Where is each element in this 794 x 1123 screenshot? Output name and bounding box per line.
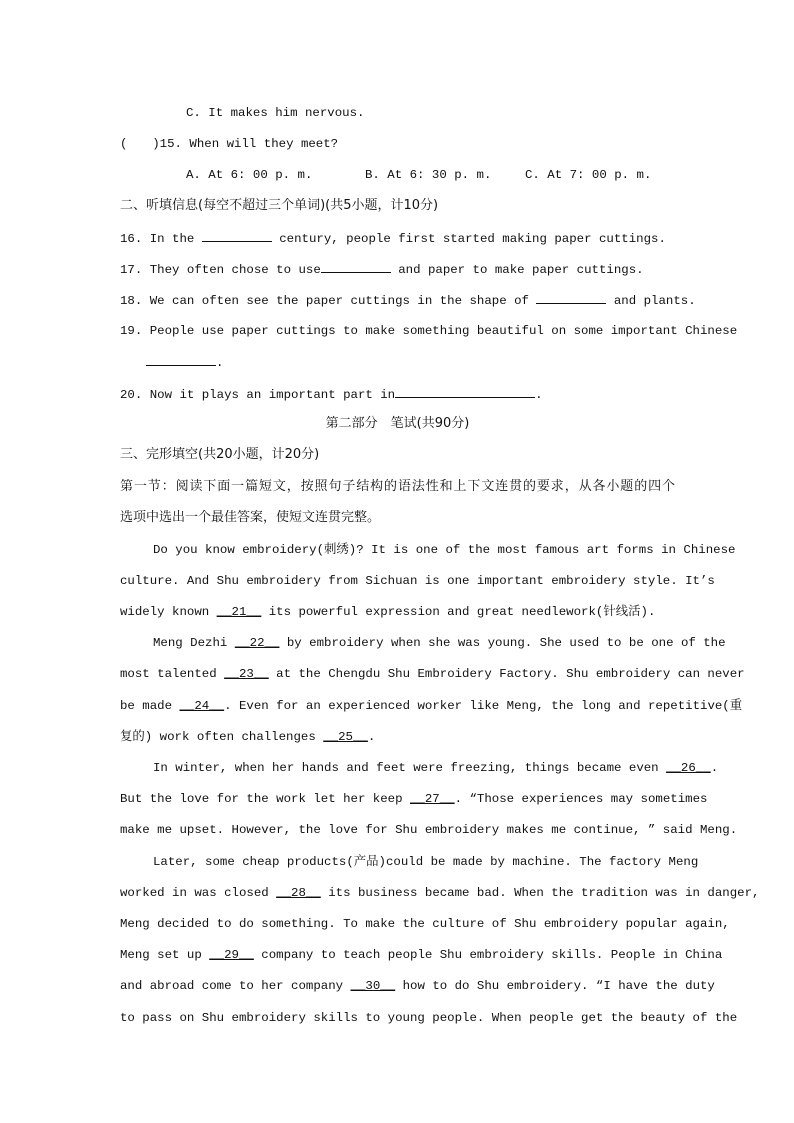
- q19-text-b: .: [216, 356, 224, 370]
- text: at the Chengdu Shu Embroidery Factory. Shu embroidery can never: [268, 667, 745, 681]
- text: its powerful expression and great needlework(针线活).: [261, 605, 656, 619]
- q17-text-b: and paper to make paper cuttings.: [390, 263, 644, 277]
- blank-27[interactable]: __27__: [410, 792, 455, 806]
- passage-p4-line5: [120, 976, 715, 996]
- q16-blank[interactable]: [202, 228, 272, 242]
- part2-title: 第二部分 笔试(共90分): [325, 416, 470, 431]
- text: company to teach people Shu embroidery skills. People in China: [253, 948, 723, 962]
- blank-23[interactable]: __23__: [224, 667, 269, 681]
- q15-option-c: C. At 7: 00 p. m.: [525, 168, 652, 182]
- text: Meng set up: [120, 948, 210, 962]
- answer-paren: ( )15.: [120, 137, 182, 151]
- q17-line: [120, 259, 675, 280]
- text: Meng Dezhi: [153, 636, 235, 650]
- passage-p3-line2: [120, 789, 708, 809]
- q15-line: [120, 134, 675, 154]
- q15-option-b: B. At 6: 30 p. m.: [365, 168, 492, 182]
- q19-line1: 19. People use paper cuttings to make something beautiful on some important Chinese: [120, 324, 738, 338]
- blank-29[interactable]: __29__: [209, 948, 254, 962]
- text: be made: [120, 699, 180, 713]
- q17-blank[interactable]: [321, 259, 391, 273]
- passage-p2-line1: [153, 633, 726, 653]
- q17-text-a: 17. They often chose to use: [120, 263, 321, 277]
- cloze-instruction-line1: 第一节：阅读下面一篇短文，按照句子结构的语法性和上下文连贯的要求，从各小题的四个: [120, 479, 675, 494]
- text: 复的) work often challenges: [120, 730, 324, 744]
- cloze-heading: 三、完形填空(共20小题，计20分): [120, 447, 320, 462]
- passage-p2-line2: [120, 664, 745, 684]
- blank-25[interactable]: __25__: [323, 730, 368, 744]
- text: by embroidery when she was young. She used to be one of the: [279, 636, 726, 650]
- blank-28[interactable]: __28__: [276, 886, 321, 900]
- q20-blank[interactable]: [395, 384, 535, 398]
- text: widely known: [120, 605, 217, 619]
- passage-p4-line1: Later, some cheap products(产品)could be made by machine. The factory Meng: [153, 855, 699, 869]
- q15-question: When will they meet?: [189, 137, 339, 151]
- q20-text-a: 20. Now it plays an important part in: [120, 388, 396, 402]
- passage-p4-line2: [120, 883, 760, 903]
- q16-text-a: 16. In the: [120, 232, 202, 246]
- text: and abroad come to her company: [120, 979, 351, 993]
- passage-p3-line1: [153, 758, 719, 778]
- q19-blank[interactable]: [146, 352, 216, 366]
- fill-section-heading: 二、听填信息(每空不超过三个单词)(共5小题，计10分): [120, 198, 439, 213]
- blank-21[interactable]: __21__: [216, 605, 262, 619]
- passage-p4-line4: [120, 945, 723, 965]
- text: how to do Shu embroidery. “I have the duty: [395, 979, 715, 993]
- q20-line: [120, 384, 675, 405]
- q18-blank[interactable]: [536, 290, 606, 304]
- passage-p1-line3: [120, 602, 675, 622]
- passage-p2-line4: [120, 727, 675, 747]
- q15-option-a: A. At 6: 00 p. m.: [186, 168, 313, 182]
- text: most talented: [120, 667, 225, 681]
- passage-p2-line3: [120, 696, 743, 716]
- text: its business became bad. When the tradition was in danger,: [320, 886, 760, 900]
- q18-line: [120, 290, 696, 311]
- text: In winter, when her hands and feet were freezing, things became even: [153, 761, 667, 775]
- q19-line2: [146, 352, 701, 373]
- passage-p1-line2: culture. And Shu embroidery from Sichuan is one important embroidery style. It’s: [120, 574, 715, 588]
- passage-p1-line1: Do you know embroidery(刺绣)? It is one of the most famous art forms in Chinese: [153, 543, 736, 557]
- q18-text-a: 18. We can often see the paper cuttings in the shape of: [120, 294, 537, 308]
- passage-p4-line6: to pass on Shu embroidery skills to young people. When people get the beauty of the: [120, 1011, 738, 1025]
- blank-22[interactable]: __22__: [234, 636, 280, 650]
- passage-p4-line3: Meng decided to do something. To make the culture of Shu embroidery popular again,: [120, 917, 730, 931]
- text: . “Those experiences may sometimes: [454, 792, 708, 806]
- text: worked in was closed: [120, 886, 277, 900]
- blank-24[interactable]: __24__: [179, 699, 225, 713]
- text: But the love for the work let her keep: [120, 792, 410, 806]
- text: .: [710, 761, 719, 775]
- blank-26[interactable]: __26__: [666, 761, 711, 775]
- q16-text-b: century, people first started making paper cuttings.: [271, 232, 666, 246]
- cloze-instruction-line2: 选项中选出一个最佳答案，使短文连贯完整。: [120, 510, 381, 525]
- text: .: [367, 730, 376, 744]
- q16-line: [120, 228, 675, 249]
- q20-text-b: .: [535, 388, 543, 402]
- q18-text-b: and plants.: [606, 294, 696, 308]
- q14-option-c: C. It makes him nervous.: [186, 106, 365, 120]
- passage-p3-line3: make me upset. However, the love for Shu embroidery makes me continue, ” said Meng.: [120, 823, 738, 837]
- text: . Even for an experienced worker like Meng, the long and repetitive(重: [224, 699, 743, 713]
- blank-30[interactable]: __30__: [350, 979, 396, 993]
